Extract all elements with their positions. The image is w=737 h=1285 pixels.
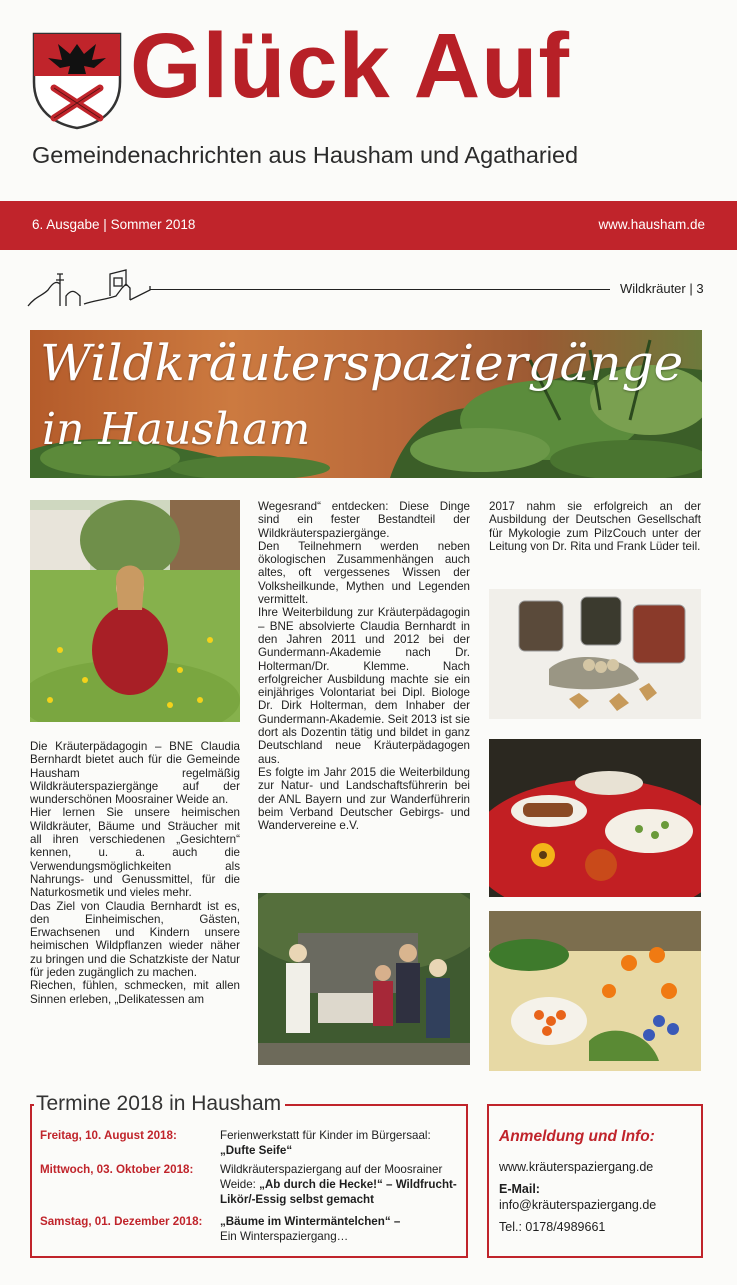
article-text-col1: Die Kräuterpädagogin – BNE Claudia Bernhardt bietet auch für die Gemeinde Hausham regelmäßig Wildkräuterspaziergänge auf der wunderschönen Moosrainer Weide an. Hier lernen Sie unsere heimischen Wildkräuter, Bäume und Sträucher mit all ihren verschiedenen „Gesichtern“ kennen, u. a. auch die Verwendungsmöglichkeiten als Nahrungs- und Genussmittel, für die Naturkosmetik und vieles mehr. Das Ziel von Claudia Bernhardt ist es, den Einheimischen, Gästen, Erwachsenen und Kindern unsere heimischen Wildpflanzen wieder näher zu bringen und die Schatzkiste der Natur für jeden zugänglich zu machen. Riechen, fühlen, schmecken, mit allen Sinnen erleben, „Delikatessen am <box>30 740 240 1006</box>
article-column-2 <box>258 500 470 832</box>
event-title: „Bäume im Wintermäntelchen“ – <box>220 1215 401 1228</box>
coat-of-arms-icon <box>30 30 124 130</box>
info-phone: Tel.: 0178/4989661 <box>499 1220 606 1234</box>
info-website-link[interactable]: www.kräuterspaziergang.de <box>499 1160 654 1174</box>
masthead-title: Glück Auf <box>130 15 571 117</box>
photo-buffet-flowers <box>489 911 701 1071</box>
article-banner <box>30 330 702 478</box>
info-heading: Anmeldung und Info: <box>499 1128 655 1145</box>
banner-title-line1: Wildkräuterspaziergänge <box>40 334 684 392</box>
website-link[interactable]: www.hausham.de <box>598 217 705 232</box>
banner-title-line2: in Hausham <box>42 404 311 455</box>
event-date: Samstag, 01. Dezember 2018: <box>40 1215 203 1228</box>
issue-bar <box>0 201 737 250</box>
event-text: Ein Winterspaziergang… <box>220 1230 349 1243</box>
masthead-subtitle: Gemeindenachrichten aus Hausham und Agatharied <box>32 142 579 168</box>
info-email-link[interactable]: info@kräuterspaziergang.de <box>499 1198 657 1212</box>
info-box <box>487 1104 703 1258</box>
event-text: Ferienwerkstatt für Kinder im Bürgersaal: <box>220 1129 431 1142</box>
section-rule <box>150 289 610 290</box>
article-column-3 <box>489 500 701 553</box>
photo-herbalist-meadow <box>30 500 240 722</box>
photo-food-table <box>489 739 701 897</box>
article-column-1 <box>30 740 240 1006</box>
info-email-label: E-Mail: <box>499 1182 540 1196</box>
events-box <box>30 1104 468 1258</box>
event-title: „Dufte Seife“ <box>220 1144 293 1157</box>
event-title: „Ab durch die Hecke!“ – Wildfrucht-Likör/-Essig selbst gemacht <box>220 1178 457 1206</box>
photo-group-outdoor <box>258 893 470 1065</box>
photo-herb-jars <box>489 589 701 719</box>
event-date: Freitag, 10. August 2018: <box>40 1129 177 1142</box>
event-description <box>220 1214 464 1244</box>
event-text: Wildkräuterspaziergang auf der Moosrainer Weide: <box>220 1163 443 1191</box>
article-text-col3: 2017 nahm sie erfolgreich an der Ausbildung der Deutschen Gesellschaft für Mykologie zum PilzCouch unter der Leitung von Dr. Rita und Frank Lüder teil. <box>489 500 701 553</box>
section-label: Wildkräuter | 3 <box>620 281 704 296</box>
article-text-col2: Wegesrand“ entdecken: Diese Dinge sind ein fester Bestandteil der Wildkräuterspaziergänge. Den Teilnehmern werden neben ökologischen Zusammenhängen auch altes, oft vergessenes Wissen der Volksheilkunde, Mythen und Legenden vermittelt. Ihre Weiterbildung zur Kräuterpädagogin – BNE absolvierte Claudia Bernhardt in den Jahren 2011 und 2012 bei der Gundermann-Akademie nach Dr. Holterman/Dr. Klemme. Nach erfolgreicher Ausbildung machte sie ein einjähriges Volontariat bei Dipl. Biologe Dr. Dirk Holterman, dem Inhaber der Gundermann-Akademie. Seit 2013 ist sie dort als Dozentin tätig und bildet in ganz Deutschland neue Kräuterpädagogen aus. Es folgte im Jahr 2015 die Weiterbildung zur Natur- und Landschaftsführerin bei der ANL Bayern und zur Wanderführerin beim Verband Deutscher Gebirgs- und Wandervereine e.V. <box>258 500 470 833</box>
issue-label: 6. Ausgabe | Sommer 2018 <box>32 217 196 232</box>
event-date: Mittwoch, 03. Oktober 2018: <box>40 1163 194 1176</box>
event-description <box>220 1162 464 1207</box>
events-title: Termine 2018 in Hausham <box>34 1092 285 1116</box>
event-description <box>220 1128 464 1158</box>
